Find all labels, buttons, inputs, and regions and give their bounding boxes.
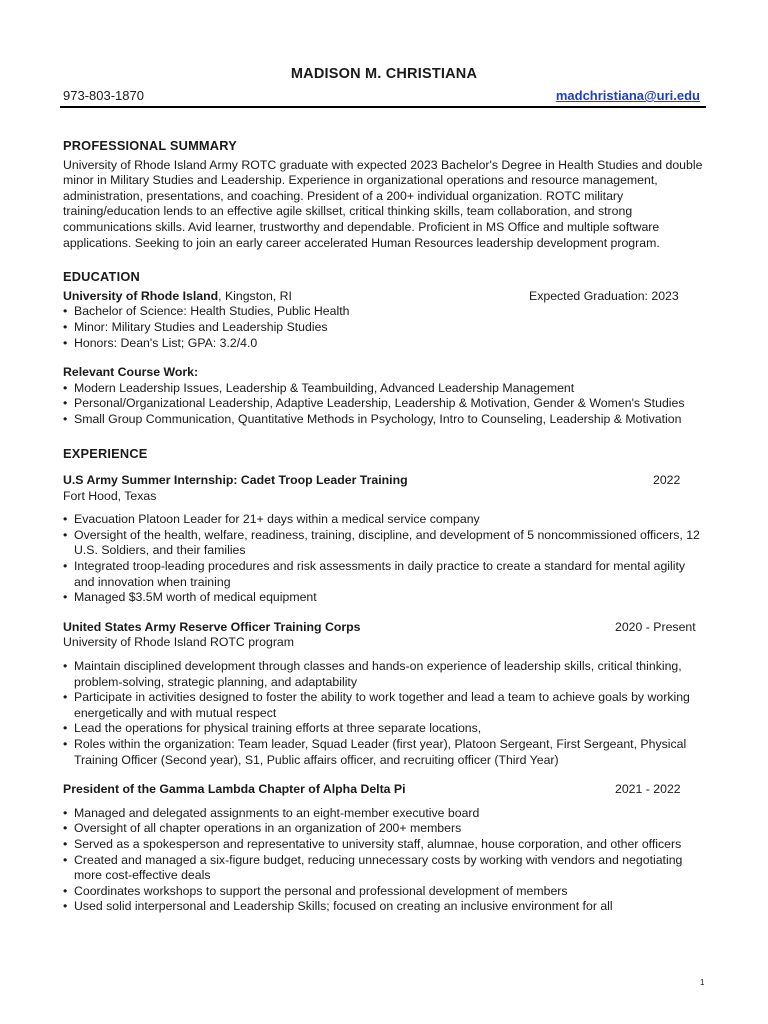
list-item: • Created and managed a six-figure budget, reducing unnecessary costs by working with vendors and negotiating more cost-effective deals: [63, 853, 705, 884]
list-item: • Bachelor of Science: Health Studies, Public Health: [63, 304, 705, 320]
school-location: , Kingston, RI: [218, 288, 292, 303]
header-divider: [60, 106, 706, 108]
list-item: • Used solid interpersonal and Leadership Skills; focused on creating an inclusive environment for all: [63, 899, 705, 915]
job-bullets: [63, 512, 705, 606]
school-name: University of Rhode Island: [63, 288, 219, 303]
experience-heading: EXPERIENCE: [63, 445, 148, 461]
list-item: • Oversight of all chapter operations in an organization of 200+ members: [63, 821, 705, 837]
list-item: • Small Group Communication, Quantitative Methods in Psychology, Intro to Counseling, Leadership & Motivation: [63, 412, 705, 428]
list-item: • Minor: Military Studies and Leadership Studies: [63, 320, 705, 336]
list-item: • Personal/Organizational Leadership, Adaptive Leadership, Leadership & Motivation, Gender & Women's Studies: [63, 396, 705, 412]
list-item: • Modern Leadership Issues, Leadership & Teambuilding, Advanced Leadership Management: [63, 381, 705, 397]
list-item: • Served as a spokesperson and representative to university staff, alumnae, house corporation, and other officers: [63, 837, 705, 853]
job-title: United States Army Reserve Officer Training Corps: [63, 619, 361, 634]
job-title: U.S Army Summer Internship: Cadet Troop Leader Training: [63, 473, 408, 488]
job-bullets: [63, 806, 705, 915]
education-heading: EDUCATION: [63, 269, 140, 285]
list-item: • Oversight of the health, welfare, readiness, training, discipline, and development of 5 noncommissioned officers, 12 U.S. Soldiers, and their families: [63, 528, 705, 559]
graduation-date: Expected Graduation: 2023: [529, 288, 679, 303]
list-item: • Evacuation Platoon Leader for 21+ days within a medical service company: [63, 512, 705, 528]
list-item: • Managed and delegated assignments to an eight-member executive board: [63, 806, 705, 822]
page-number: 1: [700, 978, 705, 987]
job-date: 2021 - 2022: [615, 782, 681, 797]
job-entry: [63, 473, 705, 606]
coursework-heading: Relevant Course Work:: [63, 365, 199, 380]
job-title: President of the Gamma Lambda Chapter of Alpha Delta Pi: [63, 782, 406, 797]
resume-body: [63, 138, 705, 915]
list-item: • Maintain disciplined development through classes and hands-on experience of leadership skills, critical thinking, problem-solving, strategic planning, and adaptability: [63, 659, 705, 690]
list-item: • Integrated troop-leading procedures and risk assessments in daily practice to create a standard for mental agility and innovation when training: [63, 559, 705, 590]
phone-number: 973-803-1870: [63, 88, 144, 103]
email-link[interactable]: madchristiana@uri.edu: [555, 88, 700, 103]
job-date: 2020 - Present: [615, 619, 696, 634]
summary-heading: PROFESSIONAL SUMMARY: [63, 138, 237, 153]
list-item: • Participate in activities designed to foster the ability to work together and lead a team to achieve goals by working energetically and with mutual respect: [63, 690, 705, 721]
list-item: • Lead the operations for physical training efforts at three separate locations,: [63, 721, 705, 737]
list-item: • Honors: Dean's List; GPA: 3.2/4.0: [63, 336, 705, 352]
education-header: [63, 289, 705, 305]
job-location: University of Rhode Island ROTC program: [63, 635, 294, 650]
job-entry: [63, 782, 705, 915]
job-date: 2022: [653, 473, 681, 488]
job-location: Fort Hood, Texas: [63, 488, 157, 503]
coursework-list: [63, 381, 705, 428]
list-item: • Roles within the organization: Team leader, Squad Leader (first year), Platoon Sergeant, First Sergeant, Physical Training Officer (Second year), S1, Public affairs officer, and recruiting officer (Third Year): [63, 737, 705, 768]
list-item: • Managed $3.5M worth of medical equipment: [63, 590, 705, 606]
job-entry: [63, 620, 705, 768]
education-list: [63, 304, 705, 351]
candidate-name: MADISON M. CHRISTIANA: [290, 66, 478, 82]
summary-text: University of Rhode Island Army ROTC graduate with expected 2023 Bachelor's Degree in Health Studies and double minor in Military Studies and Leadership. Experience in organizational operations and resource management, administration, presentations, and coaching. President of a 200+ individual organization. ROTC military training/education lends to an effective agile skillset, critical thinking skills, team collaboration, and strong communications skills. Avid learner, trustworthy and dependable. Proficient in MS Office and multiple software applications. Seeking to join an early career accelerated Human Resources leadership development program.: [63, 157, 703, 250]
job-bullets: [63, 659, 705, 768]
list-item: • Coordinates workshops to support the personal and professional development of members: [63, 884, 705, 900]
